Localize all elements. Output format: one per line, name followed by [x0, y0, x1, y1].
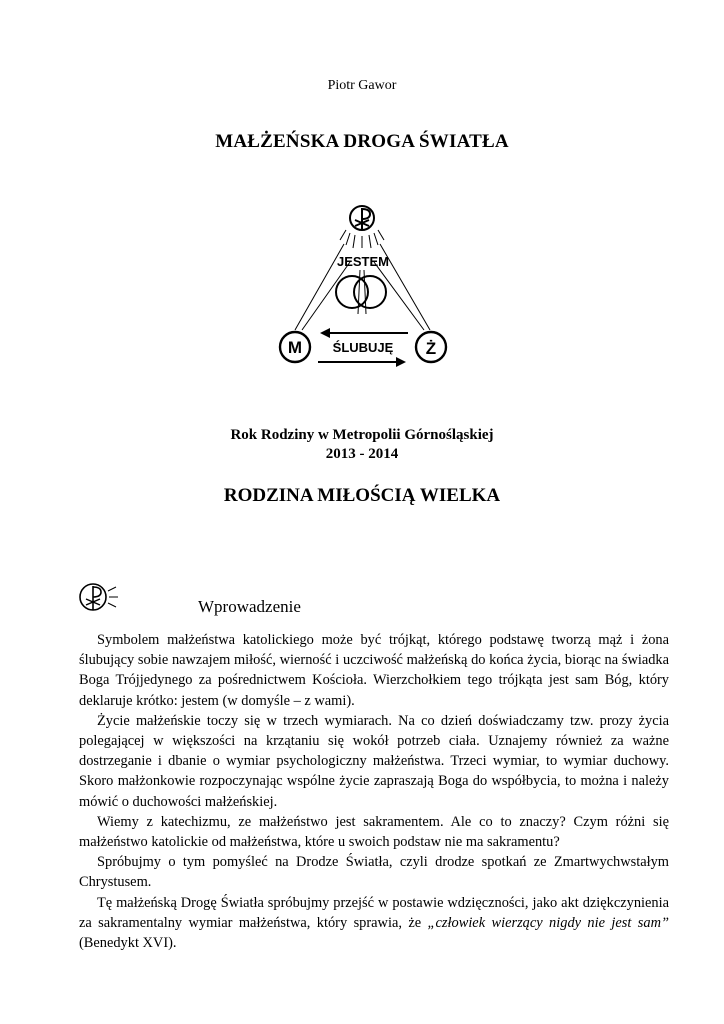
triangle-right-side	[380, 244, 430, 330]
paragraph-text: Tę małżeńską Drogę Światła spróbujmy przejść w postawie wdzięczności, jako akt dziękczynienia za sakramentalny wymiar małżeństwa, który sprawia, że	[79, 894, 669, 931]
figure-top-label: JESTEM	[336, 254, 390, 269]
chi-rho-icon	[350, 206, 374, 230]
section-heading: RODZINA MIŁOŚCIĄ WIELKA	[223, 485, 501, 506]
marriage-triangle-diagram	[262, 200, 462, 375]
paragraph	[79, 893, 669, 954]
wedding-rings-icon	[336, 270, 386, 314]
section-title: Wprowadzenie	[198, 597, 301, 616]
document-title: MAŁŻEŃSKA DROGA ŚWIATŁA	[215, 131, 509, 152]
paragraph-text-end: (Benedykt XVI).	[79, 935, 177, 952]
author-name: Piotr Gawor	[327, 78, 397, 93]
paragraph: Symbolem małżeństwa katolickiego może być trójkąt, którego podstawę tworzą mąż i żona ślubujący sobie nawzajem miłość, wierność i uczciwość małżeńską do końca życia, biorąc na świadka Boga Trójjedynego za pośrednictwem Kościoła. Wierzchołkiem tego trójkąta jest sam Bóg, który deklaruje krótko: jestem (w domyśle – z wami).	[79, 632, 669, 709]
paragraph: Wiemy z katechizmu, ze małżeństwo jest sakramentem. Ale co to znaczy? Czym różni się małżeństwo katolickie od małżeństwa, które u swoich podstaw nie ma sakramentu?	[79, 813, 669, 851]
subtitle-line-1: Rok Rodziny w Metropolii Górnośląskiej	[230, 427, 494, 443]
subtitle-block	[0, 426, 724, 464]
body-text	[79, 630, 669, 953]
paragraph: Spróbujmy o tym pomyśleć na Drodze Światła, czyli drodze spotkań ze Zmartwychwstałym Chrystusem.	[79, 854, 669, 891]
subtitle-line-2: 2013 - 2014	[325, 446, 399, 462]
paragraph: Życie małżeńskie toczy się w trzech wymiarach. Na co dzień doświadczamy tzw. prozy życia polegającej w większości na krzątaniu się wokół potrzeb ciała. Uznajemy również za ważne dostrzeganie i dbanie o wymiar psychologiczny małżeństwa. Trzeci wymiar, to wymiar duchowy. Skoro małżonkowie rozpoczynając wspólne życie zapraszają Boga do współbycia, to można i należy mówić o duchowości małżeńskiej.	[79, 712, 669, 810]
light-rays	[340, 230, 384, 248]
chi-rho-icon	[77, 579, 121, 619]
pope-quote: „człowiek wierzący nigdy nie jest sam”	[427, 914, 669, 931]
figure-middle-label: ŚLUBUJĘ	[332, 340, 394, 355]
husband-letter: M	[287, 338, 303, 357]
wife-letter: Ż	[425, 339, 437, 358]
